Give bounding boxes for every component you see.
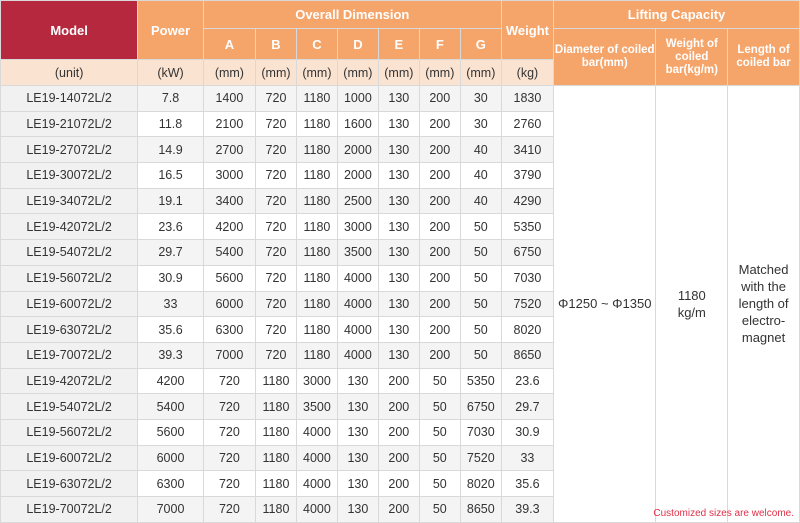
model-cell: LE19-60072L/2 xyxy=(1,445,138,471)
header-power: Power xyxy=(138,1,204,60)
value-cell: 2500 xyxy=(337,188,378,214)
value-cell: 4200 xyxy=(138,368,204,394)
value-cell: 200 xyxy=(378,445,419,471)
header-lift-diameter: Diameter of coiled bar(mm) xyxy=(554,29,656,86)
value-cell: 5350 xyxy=(460,368,501,394)
value-cell: 1180 xyxy=(296,317,337,343)
value-cell: 200 xyxy=(419,240,460,266)
unit-cell: (mm) xyxy=(337,60,378,86)
value-cell: 19.1 xyxy=(138,188,204,214)
value-cell: 720 xyxy=(203,419,255,445)
value-cell: 130 xyxy=(378,111,419,137)
value-cell: 7.8 xyxy=(138,86,204,112)
value-cell: 720 xyxy=(256,291,297,317)
unit-cell: (mm) xyxy=(419,60,460,86)
model-cell: LE19-30072L/2 xyxy=(1,163,138,189)
value-cell: 35.6 xyxy=(501,471,553,497)
value-cell: 1180 xyxy=(296,214,337,240)
value-cell: 8650 xyxy=(501,342,553,368)
value-cell: 4200 xyxy=(203,214,255,240)
value-cell: 2100 xyxy=(203,111,255,137)
model-cell: LE19-63072L/2 xyxy=(1,317,138,343)
value-cell: 7030 xyxy=(460,419,501,445)
value-cell: 130 xyxy=(378,86,419,112)
value-cell: 1400 xyxy=(203,86,255,112)
value-cell: 720 xyxy=(203,368,255,394)
value-cell: 720 xyxy=(256,265,297,291)
value-cell: 1600 xyxy=(337,111,378,137)
value-cell: 50 xyxy=(460,265,501,291)
value-cell: 6750 xyxy=(501,240,553,266)
value-cell: 8020 xyxy=(501,317,553,343)
header-overall-dimension: Overall Dimension xyxy=(203,1,501,29)
value-cell: 1180 xyxy=(256,394,297,420)
value-cell: 4290 xyxy=(501,188,553,214)
unit-cell: (kg) xyxy=(501,60,553,86)
model-cell: LE19-34072L/2 xyxy=(1,188,138,214)
lifting-length: Matched with the length of electro-magnet xyxy=(728,86,800,523)
lifting-diameter: Φ1250 ~ Φ1350 xyxy=(554,86,656,523)
value-cell: 720 xyxy=(256,214,297,240)
value-cell: 130 xyxy=(378,240,419,266)
header-lift-length: Length of coiled bar xyxy=(728,29,800,86)
value-cell: 1000 xyxy=(337,86,378,112)
value-cell: 4000 xyxy=(296,497,337,523)
value-cell: 33 xyxy=(138,291,204,317)
value-cell: 2700 xyxy=(203,137,255,163)
value-cell: 8020 xyxy=(460,471,501,497)
value-cell: 2760 xyxy=(501,111,553,137)
value-cell: 130 xyxy=(378,137,419,163)
value-cell: 200 xyxy=(419,137,460,163)
value-cell: 50 xyxy=(419,471,460,497)
value-cell: 6000 xyxy=(138,445,204,471)
unit-cell: (mm) xyxy=(460,60,501,86)
model-cell: LE19-70072L/2 xyxy=(1,342,138,368)
value-cell: 1180 xyxy=(296,188,337,214)
value-cell: 1180 xyxy=(256,445,297,471)
value-cell: 4000 xyxy=(296,471,337,497)
value-cell: 23.6 xyxy=(138,214,204,240)
value-cell: 4000 xyxy=(337,291,378,317)
unit-cell: (kW) xyxy=(138,60,204,86)
value-cell: 50 xyxy=(419,445,460,471)
value-cell: 7000 xyxy=(203,342,255,368)
unit-cell: (mm) xyxy=(203,60,255,86)
value-cell: 40 xyxy=(460,137,501,163)
value-cell: 7000 xyxy=(138,497,204,523)
value-cell: 4000 xyxy=(337,265,378,291)
value-cell: 200 xyxy=(419,342,460,368)
value-cell: 4000 xyxy=(296,419,337,445)
value-cell: 50 xyxy=(460,317,501,343)
value-cell: 130 xyxy=(337,497,378,523)
value-cell: 130 xyxy=(378,317,419,343)
value-cell: 130 xyxy=(378,342,419,368)
value-cell: 50 xyxy=(419,497,460,523)
value-cell: 200 xyxy=(419,317,460,343)
value-cell: 3000 xyxy=(203,163,255,189)
value-cell: 130 xyxy=(378,163,419,189)
value-cell: 3410 xyxy=(501,137,553,163)
value-cell: 50 xyxy=(419,419,460,445)
value-cell: 1180 xyxy=(296,240,337,266)
value-cell: 1180 xyxy=(296,86,337,112)
model-cell: LE19-70072L/2 xyxy=(1,497,138,523)
model-cell: LE19-27072L/2 xyxy=(1,137,138,163)
value-cell: 1180 xyxy=(296,291,337,317)
value-cell: 1180 xyxy=(296,111,337,137)
value-cell: 11.8 xyxy=(138,111,204,137)
footnote: Customized sizes are welcome. xyxy=(653,508,794,519)
value-cell: 1180 xyxy=(296,163,337,189)
value-cell: 200 xyxy=(378,419,419,445)
value-cell: 720 xyxy=(256,137,297,163)
unit-cell: (unit) xyxy=(1,60,138,86)
value-cell: 130 xyxy=(337,471,378,497)
value-cell: 50 xyxy=(460,291,501,317)
value-cell: 40 xyxy=(460,188,501,214)
value-cell: 30.9 xyxy=(501,419,553,445)
value-cell: 3790 xyxy=(501,163,553,189)
value-cell: 7520 xyxy=(501,291,553,317)
value-cell: 39.3 xyxy=(501,497,553,523)
value-cell: 2000 xyxy=(337,137,378,163)
value-cell: 5600 xyxy=(138,419,204,445)
value-cell: 130 xyxy=(337,368,378,394)
model-cell: LE19-21072L/2 xyxy=(1,111,138,137)
value-cell: 200 xyxy=(419,188,460,214)
value-cell: 1180 xyxy=(256,497,297,523)
value-cell: 50 xyxy=(460,214,501,240)
value-cell: 4000 xyxy=(337,342,378,368)
value-cell: 30 xyxy=(460,111,501,137)
value-cell: 200 xyxy=(419,265,460,291)
value-cell: 7030 xyxy=(501,265,553,291)
value-cell: 200 xyxy=(378,368,419,394)
value-cell: 1180 xyxy=(296,137,337,163)
value-cell: 3500 xyxy=(337,240,378,266)
value-cell: 29.7 xyxy=(138,240,204,266)
header-lifting-capacity: Lifting Capacity xyxy=(554,1,800,29)
value-cell: 200 xyxy=(419,86,460,112)
model-cell: LE19-54072L/2 xyxy=(1,394,138,420)
header-dim-f: F xyxy=(419,29,460,60)
value-cell: 5600 xyxy=(203,265,255,291)
value-cell: 3400 xyxy=(203,188,255,214)
header-dim-g: G xyxy=(460,29,501,60)
value-cell: 130 xyxy=(337,394,378,420)
header-dim-c: C xyxy=(296,29,337,60)
model-cell: LE19-63072L/2 xyxy=(1,471,138,497)
value-cell: 130 xyxy=(378,188,419,214)
unit-cell: (mm) xyxy=(296,60,337,86)
model-cell: LE19-14072L/2 xyxy=(1,86,138,112)
value-cell: 1180 xyxy=(256,419,297,445)
value-cell: 8650 xyxy=(460,497,501,523)
value-cell: 6000 xyxy=(203,291,255,317)
value-cell: 720 xyxy=(203,497,255,523)
value-cell: 200 xyxy=(419,163,460,189)
header-dim-d: D xyxy=(337,29,378,60)
model-cell: LE19-56072L/2 xyxy=(1,265,138,291)
value-cell: 50 xyxy=(419,394,460,420)
value-cell: 4000 xyxy=(296,445,337,471)
value-cell: 720 xyxy=(203,471,255,497)
lifting-weight: 1180 kg/m xyxy=(656,86,728,523)
value-cell: 3000 xyxy=(296,368,337,394)
model-cell: LE19-42072L/2 xyxy=(1,214,138,240)
value-cell: 14.9 xyxy=(138,137,204,163)
value-cell: 6300 xyxy=(203,317,255,343)
value-cell: 200 xyxy=(419,111,460,137)
value-cell: 720 xyxy=(256,163,297,189)
value-cell: 3000 xyxy=(337,214,378,240)
value-cell: 130 xyxy=(378,291,419,317)
value-cell: 720 xyxy=(256,240,297,266)
value-cell: 50 xyxy=(460,342,501,368)
unit-cell: (mm) xyxy=(378,60,419,86)
value-cell: 40 xyxy=(460,163,501,189)
value-cell: 130 xyxy=(337,419,378,445)
value-cell: 6300 xyxy=(138,471,204,497)
value-cell: 33 xyxy=(501,445,553,471)
value-cell: 720 xyxy=(256,111,297,137)
model-cell: LE19-56072L/2 xyxy=(1,419,138,445)
unit-cell: (mm) xyxy=(256,60,297,86)
value-cell: 5350 xyxy=(501,214,553,240)
value-cell: 50 xyxy=(460,240,501,266)
value-cell: 50 xyxy=(419,368,460,394)
value-cell: 30.9 xyxy=(138,265,204,291)
value-cell: 39.3 xyxy=(138,342,204,368)
value-cell: 720 xyxy=(203,445,255,471)
value-cell: 5400 xyxy=(138,394,204,420)
model-cell: LE19-54072L/2 xyxy=(1,240,138,266)
value-cell: 30 xyxy=(460,86,501,112)
value-cell: 35.6 xyxy=(138,317,204,343)
value-cell: 200 xyxy=(419,291,460,317)
value-cell: 200 xyxy=(378,394,419,420)
value-cell: 1830 xyxy=(501,86,553,112)
value-cell: 1180 xyxy=(256,471,297,497)
value-cell: 130 xyxy=(378,214,419,240)
value-cell: 720 xyxy=(256,317,297,343)
value-cell: 29.7 xyxy=(501,394,553,420)
value-cell: 1180 xyxy=(296,265,337,291)
value-cell: 6750 xyxy=(460,394,501,420)
value-cell: 720 xyxy=(256,188,297,214)
header-dim-b: B xyxy=(256,29,297,60)
value-cell: 5400 xyxy=(203,240,255,266)
value-cell: 1180 xyxy=(296,342,337,368)
value-cell: 130 xyxy=(378,265,419,291)
model-cell: LE19-42072L/2 xyxy=(1,368,138,394)
model-cell: LE19-60072L/2 xyxy=(1,291,138,317)
value-cell: 23.6 xyxy=(501,368,553,394)
header-weight: Weight xyxy=(501,1,553,60)
value-cell: 4000 xyxy=(337,317,378,343)
value-cell: 720 xyxy=(256,86,297,112)
header-dim-a: A xyxy=(203,29,255,60)
header-lift-weight: Weight of coiled bar(kg/m) xyxy=(656,29,728,86)
value-cell: 1180 xyxy=(256,368,297,394)
value-cell: 200 xyxy=(378,497,419,523)
value-cell: 720 xyxy=(203,394,255,420)
value-cell: 720 xyxy=(256,342,297,368)
value-cell: 200 xyxy=(419,214,460,240)
header-dim-e: E xyxy=(378,29,419,60)
value-cell: 130 xyxy=(337,445,378,471)
value-cell: 7520 xyxy=(460,445,501,471)
value-cell: 2000 xyxy=(337,163,378,189)
value-cell: 16.5 xyxy=(138,163,204,189)
header-model: Model xyxy=(1,1,138,60)
value-cell: 200 xyxy=(378,471,419,497)
value-cell: 3500 xyxy=(296,394,337,420)
table-row xyxy=(1,86,800,112)
